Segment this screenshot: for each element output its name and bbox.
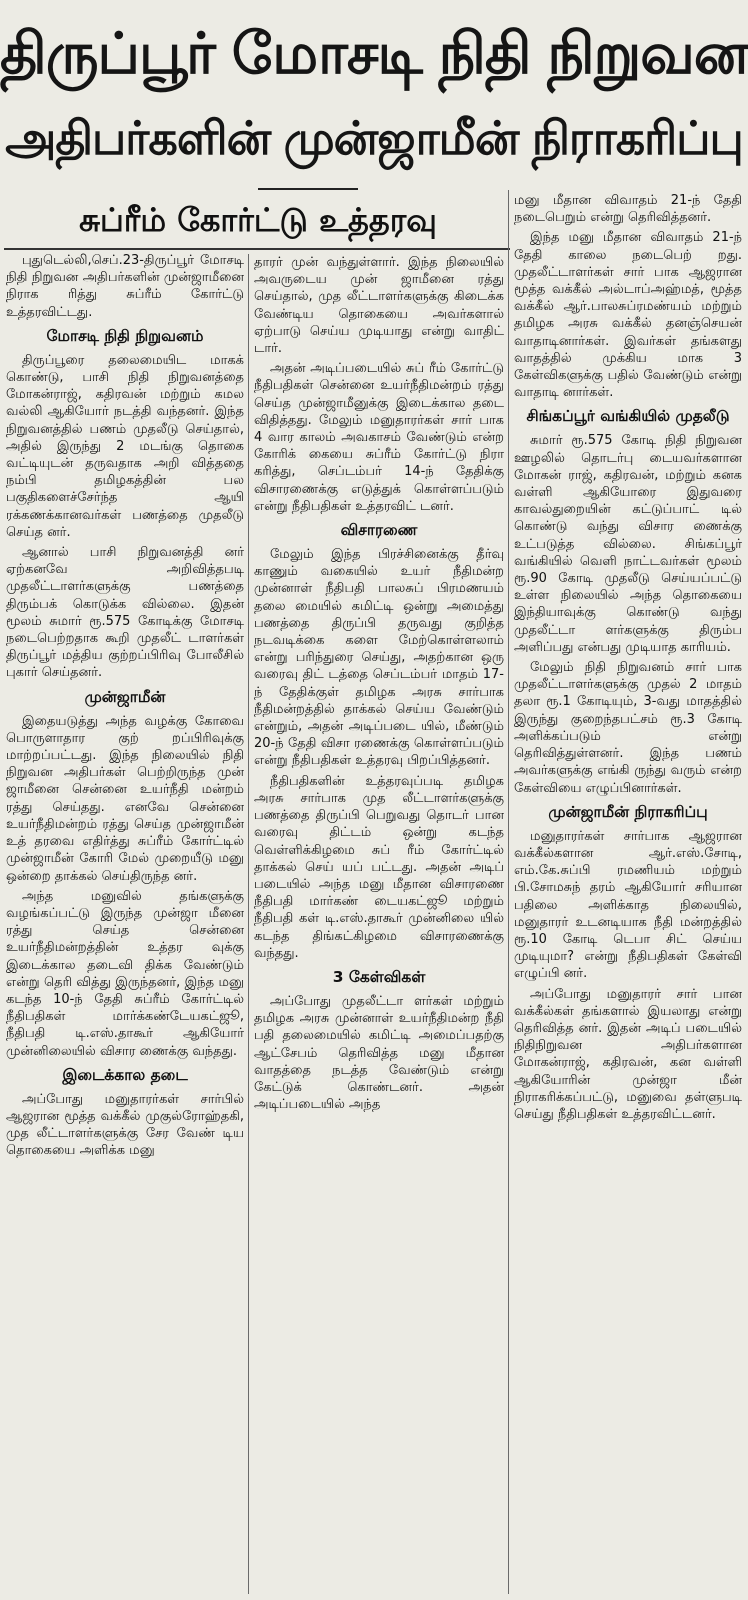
article-column-3 bbox=[514, 192, 742, 1596]
section-heading-singapore-bank: சிங்கப்பூர் வங்கியில் முதலீடு bbox=[526, 407, 730, 426]
paragraph: மனு மீதான விவாதம் 21-ந் தேதி நடைபெறும் என்று தெரிவித்தனர். bbox=[514, 193, 742, 226]
paragraph: மேலும் இந்த பிரச்சினைக்கு தீர்வு காணும் வகையில் உயர் நீதிமன்ற முன்னாள் நீதிபதி பாலசுப் பிரமணயம் தலை மையில் கமிட்டி ஒன்று அமைத்து பணத்தை திருப்பி தருவது குறித்த நடவடிக்கை களை மேற்கொள்ளலாம் என்று பரிந்துரை செய்து, அதற்கான ஒரு வரைவு திட் டத்தை செப்டம்பர் மாதம் 17-ந் தேதிக்குள் தமிழக அரசு சார்பாக நீதிமன்றத்தில் தாக்கல் செய்ய வேண்டும் என்றும், அதன் அடிப்படை யில், மீண்டும் 20-ந் தேதி விசா ரணைக்கு கொள்ளப்படும் என்று நீதிபதிகள் உத்தரவு பிறப்பித்தனர். bbox=[254, 547, 504, 769]
paragraph: நீதிபதிகளின் உத்தரவுப்படி தமிழக அரசு சார்பாக முத லீட்டாளர்களுக்கு பணத்தை திருப்பி பெறுவது தொடர் பான வரைவு திட்டம் ஒன்று கடந்த வெள்ளிக்கிழமை சுப் ரீம் கோர்ட்டில் தாக்கல் செய் யப் பட்டது. அதன் அடிப் படையில் அந்த மனு மீதான விசாரணை நீதிபதி மார்கண் டையகட்ஜூ மற்றும் நீதிபதி கள் டி.எஸ்.தாகூர் முன்னிலை யில் கடந்த திங்கட்கிழமை விசாரணைக்கு வந்தது. bbox=[254, 773, 504, 961]
section-heading-three-questions: 3 கேள்விகள் bbox=[332, 967, 426, 986]
paragraph: அந்த மனுவில் தங்களுக்கு வழங்கப்பட்டு இருந்த முன்ஜா மீனை ரத்து செய்த சென்னை உயர்நீதிமன்றத்தின் உத்தர வுக்கு இடைக்கால தடைவி திக்க வேண்டும் என்று தெரி வித்து இருந்தனர், இந்த மனு கடந்த 10-ந் தேதி சுப்ரீம் கோர்ட்டில் நீதிபதிகள் மார்க்கண்டேயகட்ஜூ, நீதிபதி டி.எஸ்.தாகூர் ஆகியோர் முன்னிலையில் விசார ணைக்கு வந்தது. bbox=[6, 888, 244, 1059]
paragraph: அதன் அடிப்படையில் சுப் ரீம் கோர்ட்டு நீதிபதிகள் சென்னை உயர்நீதிமன்றம் ரத்து செய்த முன்ஜாமீனுக்கு இடைக்கால தடை விதித்தது. மேலும் மனுதாரர்கள் சார் பாக 4 வார காலம் அவகாசம் வேண்டும் என்ற கோரிக் கையை சுப்ரீம் கோர்ட்டு நிரா கரித்து, செப்டம்பர் 14-ந் தேதிக்கு விசாரணைக்கு எடுத்துக் கொள்ளப்படும் என்று நீதிபதிகள் உத்தரவிட் டனர். bbox=[254, 361, 504, 514]
paragraph: அப்போது மனுதாரர் சார் பான வக்கீல்கள் தங்களால் இயலாது என்று தெரிவித்த னர். இதன் அடிப் படையில் நிதிநிறுவன அதிபர்களான மோகன்ராஜ், கதிரவன், கன வள்ளி ஆகியோரின் முன்ஜா மீன் நிராகரிக்கப்பட்டு, மனுவை தள்ளுபடி செய்து நீதிபதிகள் உத்தரவிட்டனர். bbox=[514, 986, 742, 1122]
paragraph: மனுதாரர்கள் சார்பாக ஆஜரான வக்கீல்களான ஆர்.எஸ்.சோடி, எம்.கே.சுப்பி ரமணியம் மற்றும் பி.சோமசுந் தரம் ஆகியோர் சரியான பதிலை அளிக்காத நிலையில், மனுதாரர் உடனடியாக நீதி மன்றத்தில் ரூ.10 கோடி டெபா சிட் செய்ய முடியுமா? என்று நீதிபதிகள் கேள்வி எழுப்பி னர். bbox=[514, 828, 742, 982]
article-intro: புதுடெல்லி,செப்.23-திருப்பூர் மோசடி நிதி நிறுவன அதிபர்களின் முன்ஜாமீனை நிராக ரித்து சுப்ரீம் கோர்ட்டு உத்தரவிட்டது. bbox=[6, 253, 244, 320]
subheadline-top-rule bbox=[258, 188, 358, 190]
paragraph: மேலும் நிதி நிறுவனம் சார் பாக முதலீட்டாளர்களுக்கு முதல் 2 மாதம் தலா ரூ.1 கோடியும், 3-வது மாதத்தில் இருந்து குறைந்தபட்சம் ரூ.3 கோடி அளிக்கப்படும் என்று தெரிவித்துள்ளனர். இந்த பணம் அவர்களுக்கு எங்கி ருந்து வரும் என்ற கேள்வியை எழுப்பினார்கள். bbox=[514, 660, 742, 796]
section-heading-hearing: விசாரணை bbox=[340, 521, 418, 540]
column-divider-2 bbox=[508, 190, 509, 1594]
section-heading-bail-rejected: முன்ஜாமீன் நிராகரிப்பு bbox=[548, 802, 708, 821]
headline-line-2: அதிபர்களின் முன்ஜாமீன் நிராகரிப்பு bbox=[5, 111, 743, 165]
article-column-1 bbox=[6, 252, 244, 1598]
paragraph: இதையடுத்து அந்த வழக்கு கோவை பொருளாதார குற் றப்பிரிவுக்கு மாற்றப்பட்டது. இந்த நிலையில் நிதி நிறுவன அதிபர்கள் பெற்றிருந்த முன் ஜாமீனை சென்னை உயர்நீதி மன்றம் ரத்து செய்தது. எனவே சென்னை உயர்நீதிமன்றம் ரத்து செய்த முன்ஜாமீன் உத் தரவை எதிர்த்து சுப்ரீம் கோர்ட்டில் முன்ஜாமீன் கோரி மேல் முறையீடு மனு ஒன்றை தாக்கல் செய்திருந்த னர். bbox=[6, 713, 244, 884]
section-heading-anticipatory-bail: முன்ஜாமீன் bbox=[84, 687, 166, 706]
headline-line-1: திருப்பூர் மோசடி நிதி நிறுவன bbox=[0, 21, 748, 87]
article-column-2 bbox=[254, 254, 504, 1598]
column-divider-1 bbox=[248, 254, 249, 1594]
section-heading-interim-stay: இடைக்கால தடை bbox=[62, 1065, 188, 1084]
paragraph: தாரர் முன் வந்துள்ளார். இந்த நிலையில் அவருடைய முன் ஜாமீனை ரத்து செய்தால், முத லீட்டாளர்களுக்கு கிடைக்க வேண்டிய தொகையை அவர்களால் ஏற்பாடு செய்ய முடியாது என்று வாதிட் டார். bbox=[254, 255, 504, 357]
paragraph: இந்த மனு மீதான விவாதம் 21-ந் தேதி காலை நடைபெற் றது. முதலீட்டாளர்கள் சார் பாக ஆஜரான மூத்த வக்கீல் அல்டாப்அஹ்மத், மூத்த வக்கீல் ஆர்.பாலசுப்ரமண்யம் மற்றும் தமிழக அரசு வக்கீல் தனஞ்செயன் வாதாடினார்கள். இவர்கள் தங்களது வாதத்தில் முக்கிய மாக 3 கேள்விகளுக்கு பதில் வேண்டும் என்று வாதாடி னார்கள். bbox=[514, 230, 742, 401]
paragraph: சுமார் ரூ.575 கோடி நிதி நிறுவன ஊழலில் தொடர்பு டையவர்களான மோகன் ராஜ், கதிரவன், மற்றும் கனக வள்ளி ஆகியோரை இதுவரை காவல்துறையின் கட்டுப்பாட் டில் கொண்டு வந்து விசார ணைக்கு உட்படுத்த வில்லை. சிங்கப்பூர் வங்கியில் வெளி நாட்டவர்கள் மூலம் ரூ.90 கோடி முதலீடு செய்யப்பட்டு உள்ள நிலையில் அந்த தொகையை இந்தியாவுக்கு கொண்டு வந்து முதலீட்டா ளர்களுக்கு திரும்ப அளிப்பது என்பது முடியாத காரியம். bbox=[514, 433, 742, 655]
subheadline-bottom-rule bbox=[4, 248, 510, 250]
paragraph: திருப்பூரை தலைமையிட மாகக் கொண்டு, பாசி நிதி நிறுவனத்தை மோகன்ராஜ், கதிரவன் மற்றும் கமல வல்லி ஆகியோர் நடத்தி வந்தனர். இந்த நிறுவனத்தில் பணம் முதலீடு செய்தால், அதில் இருந்து 2 மடங்கு தொகை வட்டியுடன் தருவதாக அறி வித்ததை நம்பி தமிழகத்தின் பல பகுதிகளைச்சேர்ந்த ஆயி ரக்கணக்கானவர்கள் பணத்தை முதலீடு செய்த னர். bbox=[6, 352, 244, 540]
paragraph: அப்போது முதலீட்டா ளர்கள் மற்றும் தமிழக அரசு முன்னாள் உயர்நீதிமன்ற நீதி பதி தலைமையில் கமிட்டி அமைப்பதற்கு ஆட்சேபம் தெரிவித்த மனு மீதான வாதத்தை நடத்த வேண்டும் என்று கேட்டுக் கொண்டனர். அதன் அடிப்படையில் அந்த bbox=[254, 993, 504, 1113]
paragraph: ஆனால் பாசி நிறுவனத்தி னர் ஏற்கனவே அறிவித்தபடி முதலீட்டாளர்களுக்கு பணத்தை திரும்பக் கொடுக்க வில்லை. இதன் மூலம் சுமார் ரூ.575 கோடிக்கு மோசடி நடைபெற்றதாக கூறி முதலீட் டாளர்கள் திருப்பூர் மத்திய குற்றப்பிரிவு போலீசில் புகார் செய்தனர். bbox=[6, 545, 244, 681]
subheadline: சுப்ரீம் கோர்ட்டு உத்தரவு bbox=[79, 201, 437, 239]
paragraph: அப்போது மனுதாரர்கள் சார்பில் ஆஜரான மூத்த வக்கீல் முகுல்ரோஹ்தகி, முத லீட்டாளர்களுக்கு சேர வேண் டிய தொகையை அளிக்க மனு bbox=[6, 1091, 244, 1159]
section-heading-fraud-company: மோசடி நிதி நிறுவனம் bbox=[46, 326, 204, 345]
